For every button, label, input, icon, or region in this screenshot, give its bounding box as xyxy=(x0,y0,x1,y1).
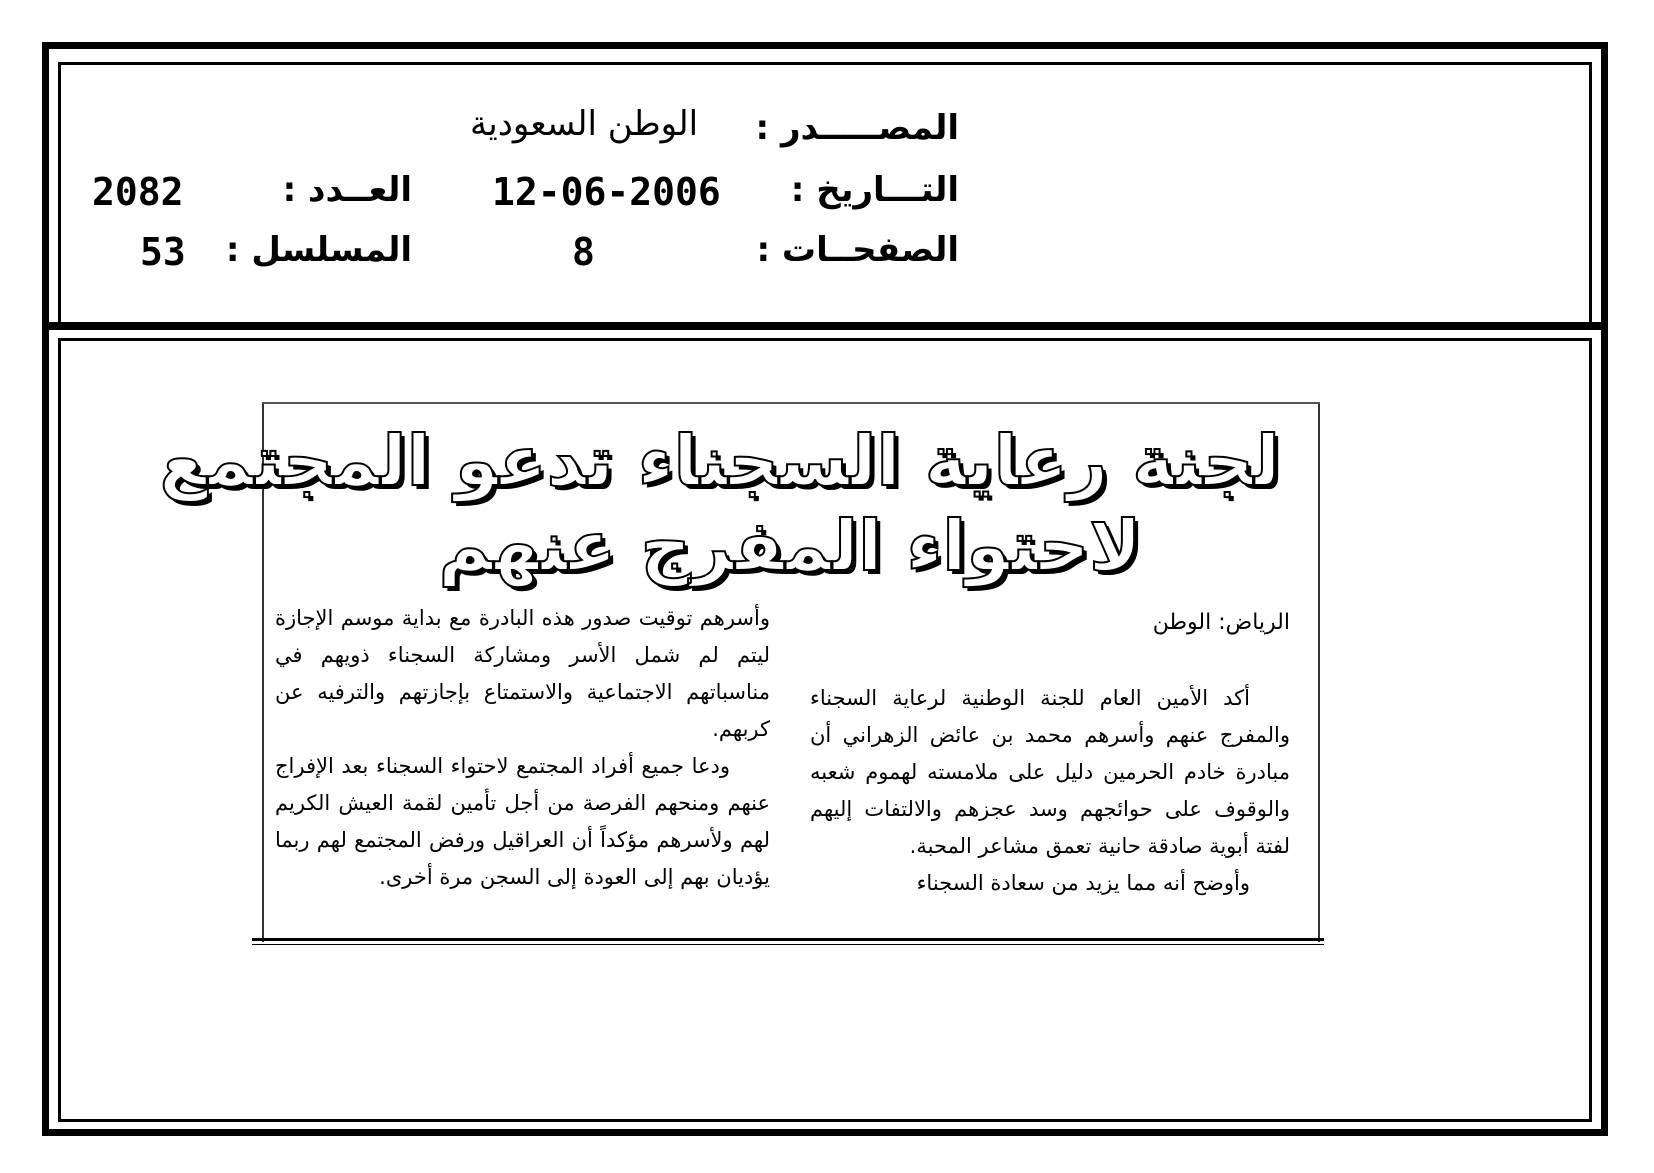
headline-line-1: لجنة رعاية السجناء تدعو المجتمع xyxy=(159,420,1280,502)
date-label: التـــاريخ : xyxy=(790,170,959,210)
pages-label: الصفحــات : xyxy=(756,230,959,270)
serial-value: 53 xyxy=(140,230,186,274)
source-value: الوطن السعودية xyxy=(470,104,699,144)
issue-label: العــدد : xyxy=(282,170,412,210)
serial-label: المسلسل : xyxy=(225,230,412,270)
header-divider xyxy=(42,322,1608,330)
clipping-top-rule xyxy=(262,402,1320,404)
article-dateline: الرياض: الوطن xyxy=(1152,610,1290,635)
clipping-bottom-rule xyxy=(252,938,1324,941)
source-label: المصـــــدر : xyxy=(755,108,959,148)
paragraph: وأوضح أنه مما يزيد من سعادة السجناء xyxy=(916,871,1250,895)
paragraph: وأسرهم توقيت صدور هذه البادرة مع بداية موسم الإجازة ليتم لم شمل الأسر ومشاركة السجناء ذويهم في مناسباتهم الاجتماعية والاستمتاع بإجازتهم والترفيه عن كربهم. xyxy=(275,606,770,741)
paragraph: أكد الأمين العام للجنة الوطنية لرعاية السجناء والمفرج عنهم وأسرهم محمد بن عائض الزهراني أن مبادرة خادم الحرمين دليل على ملامسته لهموم شعبه والوقوف على حوائجهم وسد عجزهم والالتفات إليهم لفتة أبوية صادقة حانية تعمق مشاعر المحبة. xyxy=(810,686,1290,858)
headline-line-2: لاحتواء المفرج عنهم xyxy=(438,505,1142,587)
clipping-bottom-rule-thin xyxy=(252,944,1324,945)
date-value: 12-06-2006 xyxy=(492,170,721,214)
pages-value: 8 xyxy=(572,230,595,274)
issue-value: 2082 xyxy=(92,170,184,214)
paragraph: ودعا جميع أفراد المجتمع لاحتواء السجناء بعد الإفراج عنهم ومنحهم الفرصة من أجل تأمين لقمة العيش الكريم لهم ولأسرهم مؤكداً أن العراقيل ورفض المجتمع لهم ربما يؤديان بهم إلى العودة إلى السجن مرة أخرى. xyxy=(275,754,770,889)
article-column-left xyxy=(275,600,770,896)
article-column-right xyxy=(810,680,1290,902)
